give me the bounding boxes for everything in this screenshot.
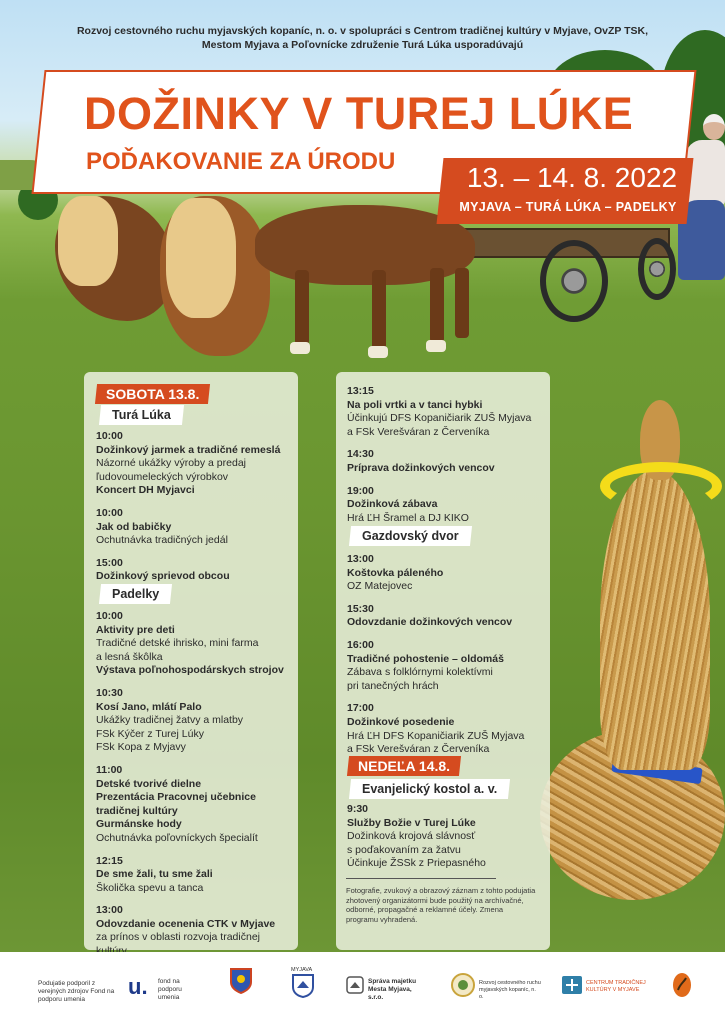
- program-title: Gurmánske hody: [96, 818, 182, 831]
- program-title: Dožinková zábava: [347, 498, 438, 511]
- horse-hoof: [426, 340, 446, 352]
- rozvoj-text: Rozvoj cestovného ruchu myjavských kopaníc, n. o.: [479, 980, 541, 1000]
- program-list: [347, 553, 547, 766]
- event-subtitle: POĎAKOVANIE ZA ÚRODU: [86, 148, 396, 175]
- program-time: 15:00: [96, 556, 123, 569]
- program-time: 12:15: [96, 854, 123, 867]
- program-time: 17:00: [347, 702, 374, 715]
- intro-line: Rozvoj cestovného ruchu myjavských kopaníc, n. o. v spolupráci s Centrom tradičnej kultúry v Myjave, OvZP TSK,: [76, 25, 649, 37]
- program-time: 13:00: [96, 904, 123, 917]
- program-title: Detské tvorivé dielne: [96, 777, 202, 790]
- program-note: Názorné ukážky výroby a predaj: [96, 457, 246, 470]
- program-title: Tradičné pohostenie – oldomáš: [347, 652, 504, 665]
- horse-leg: [455, 268, 469, 338]
- program-item: [96, 430, 296, 498]
- sprava-text: Správa majetku Mesta Myjava, s.r.o.: [368, 978, 417, 1001]
- program-title: Na poli vrtki a v tanci hybki: [347, 398, 483, 411]
- program-item: [347, 448, 547, 475]
- rozvoj-logo-icon: [450, 972, 476, 998]
- program-note: Dožinková krojová slávnosť: [347, 830, 476, 843]
- program-note: ľudovoumeleckých výrobkov: [96, 470, 229, 483]
- program-time: 10:00: [96, 610, 123, 622]
- program-note: OZ Matejovec: [347, 580, 413, 593]
- fpu-logo: u.: [128, 974, 148, 999]
- program-note: Hrá ĽH DFS Kopaničiarik ZUŠ Myjava: [347, 729, 525, 742]
- program-note: a FSk Verešváran z Červeníka: [347, 425, 490, 438]
- program-extra: Koncert DH Myjavci: [96, 484, 195, 497]
- program-title: De sme žali, tu sme žali: [96, 868, 213, 881]
- program-note: FSk Kopa z Myjavy: [96, 741, 186, 754]
- myjava-logo-icon: [292, 974, 314, 998]
- program-time: 16:00: [347, 638, 374, 651]
- sponsor-footer: [0, 952, 725, 1024]
- program-note: Školička spevu a tanca: [96, 881, 204, 894]
- horse-hoof: [368, 346, 388, 358]
- program-list: [347, 803, 547, 880]
- program-note: za prínos v oblasti rozvoja tradičnej: [96, 931, 260, 944]
- program-note: Hrá ĽH Šramel a DJ KIKO: [347, 511, 469, 524]
- horse-leg: [372, 270, 386, 350]
- program-note: Ukážky tradičnej žatvy a mlatby: [96, 714, 244, 727]
- program-title: Koštovka páleného: [347, 566, 444, 579]
- day-label-saturday: [95, 384, 210, 404]
- sprava-logo-icon: [346, 976, 364, 994]
- hunters-logo-icon: [672, 972, 692, 998]
- yellow-ribbon: [600, 462, 722, 510]
- program-title: Služby Božie v Turej Lúke: [347, 816, 476, 829]
- program-title: Odovzdanie ocenenia CTK v Myjave: [96, 917, 276, 930]
- program-title: Dožinkové posedenie: [347, 715, 455, 728]
- location-tura-luka: [99, 405, 184, 425]
- program-title: Aktivity pre deti: [96, 623, 175, 636]
- program-item: [347, 639, 547, 693]
- program-note: Ochutnávka tradičných jedál: [96, 534, 228, 547]
- program-time: 10:30: [96, 686, 123, 699]
- program-note: s poďakovaním za žatvu: [347, 843, 461, 856]
- coat-of-arms-icon: [230, 968, 252, 994]
- program-time: 13:00: [347, 553, 374, 565]
- myjava-label: MYJAVA: [291, 967, 313, 973]
- location-label: Padelky: [112, 587, 160, 601]
- support-text: Podujatie podporil z verejných zdrojov Fond na podporu umenia: [38, 980, 115, 1003]
- program-note: Účinkujú DFS Kopaničiarik ZUŠ Myjava: [347, 412, 532, 425]
- event-places: MYJAVA – TURÁ LÚKA – PADELKY: [459, 200, 677, 214]
- horse-mane: [166, 198, 236, 318]
- disclaimer-note: Fotografie, zvukový a obrazový záznam z tohto podujatia zhotovený organizátormi bude použitý na archívačné, odborné, propagačné a reklamné účely. Zmena programu vyhradená.: [346, 886, 536, 924]
- program-list: [96, 610, 296, 968]
- program-time: 9:30: [347, 803, 369, 815]
- program-time: 11:00: [96, 763, 123, 776]
- location-gazdovsky-dvor: [349, 526, 472, 546]
- program-note: a FSk Verešváran z Červeníka: [347, 743, 490, 756]
- horse-mane: [58, 196, 118, 286]
- day-label-sunday: [347, 756, 461, 776]
- horse-leg: [295, 270, 309, 345]
- woman-head: [703, 114, 725, 140]
- program-item: [96, 818, 296, 845]
- program-title: Odovzdanie dožinkových vencov: [347, 616, 513, 629]
- day-label-text: SOBOTA 13.8.: [106, 386, 200, 402]
- program-note: a lesná škôlka: [96, 650, 163, 663]
- divider: [346, 878, 496, 879]
- location-label: Evanjelický kostol a. v.: [362, 782, 498, 796]
- ctk-text: CENTRUM TRADIČNEJ KULTÚRY V MYJAVE: [586, 980, 646, 993]
- fpu-text: fond na podporu umenia: [158, 978, 182, 1001]
- location-label: Gazdovský dvor: [362, 529, 459, 543]
- program-title: Prezentácia Pracovnej učebnice tradičnej kultúry: [96, 791, 256, 817]
- location-label: Turá Lúka: [112, 408, 171, 422]
- wagon-wheel: [638, 238, 676, 300]
- organizers-intro: [0, 24, 725, 52]
- event-date: 13. – 14. 8. 2022: [466, 162, 678, 193]
- day-label-text: NEDEĽA 14.8.: [358, 758, 451, 774]
- program-title: Dožinkový jarmek a tradičné remeslá: [96, 443, 281, 456]
- horse-leg: [430, 268, 444, 343]
- program-time: 13:15: [347, 385, 374, 397]
- intro-line: Mestom Myjava a Poľovnícke združenie Turá Lúka usporadúvajú: [201, 39, 524, 51]
- program-time: 19:00: [347, 484, 374, 497]
- program-item: [96, 791, 296, 818]
- program-time: 10:00: [96, 506, 123, 519]
- program-item: [96, 855, 296, 896]
- program-title: Príprava dožinkových vencov: [347, 461, 495, 474]
- program-item: [347, 385, 547, 439]
- program-item: [96, 687, 296, 755]
- program-item: [96, 507, 296, 548]
- program-time: 14:30: [347, 448, 374, 461]
- ctk-logo-icon: [562, 976, 582, 994]
- program-title: Dožinkový sprievod obcou: [96, 570, 230, 583]
- program-note: Ochutnávka poľovníckych špecialít: [96, 831, 258, 844]
- wheat-sheaf: [600, 470, 710, 770]
- program-note: FSk Kýčer z Turej Lúky: [96, 727, 204, 740]
- program-note: Účinkuje ŽSSk z Priepasného: [347, 857, 486, 870]
- program-note: pri tanečných hrách: [347, 679, 439, 692]
- program-list: [96, 430, 296, 593]
- program-note: Zábava s folklórnymi kolektívmi: [347, 666, 493, 679]
- program-item: [96, 610, 296, 678]
- program-item: [347, 603, 547, 630]
- program-title: Jak od babičky: [96, 520, 172, 533]
- location-evanjelicky-kostol: [349, 779, 510, 799]
- wagon-wheel: [540, 240, 608, 322]
- program-item: [96, 904, 296, 958]
- program-item: [347, 803, 547, 871]
- program-note: Tradičné detské ihrisko, mini farma: [96, 637, 259, 650]
- program-time: 10:00: [96, 430, 123, 442]
- program-item: [347, 553, 547, 594]
- event-title: DOŽINKY V TUREJ LÚKE: [84, 88, 634, 139]
- program-item: [347, 702, 547, 756]
- program-extra: Výstava poľnohospodárskych strojov: [96, 664, 284, 677]
- program-time: 15:30: [347, 602, 374, 615]
- program-item: [347, 485, 547, 526]
- location-padelky: [99, 584, 172, 604]
- program-title: Kosí Jano, mlátí Palo: [96, 700, 202, 713]
- program-list: [347, 385, 547, 534]
- program-item: [96, 557, 296, 584]
- program-item: [96, 764, 296, 791]
- horse-hoof: [290, 342, 310, 354]
